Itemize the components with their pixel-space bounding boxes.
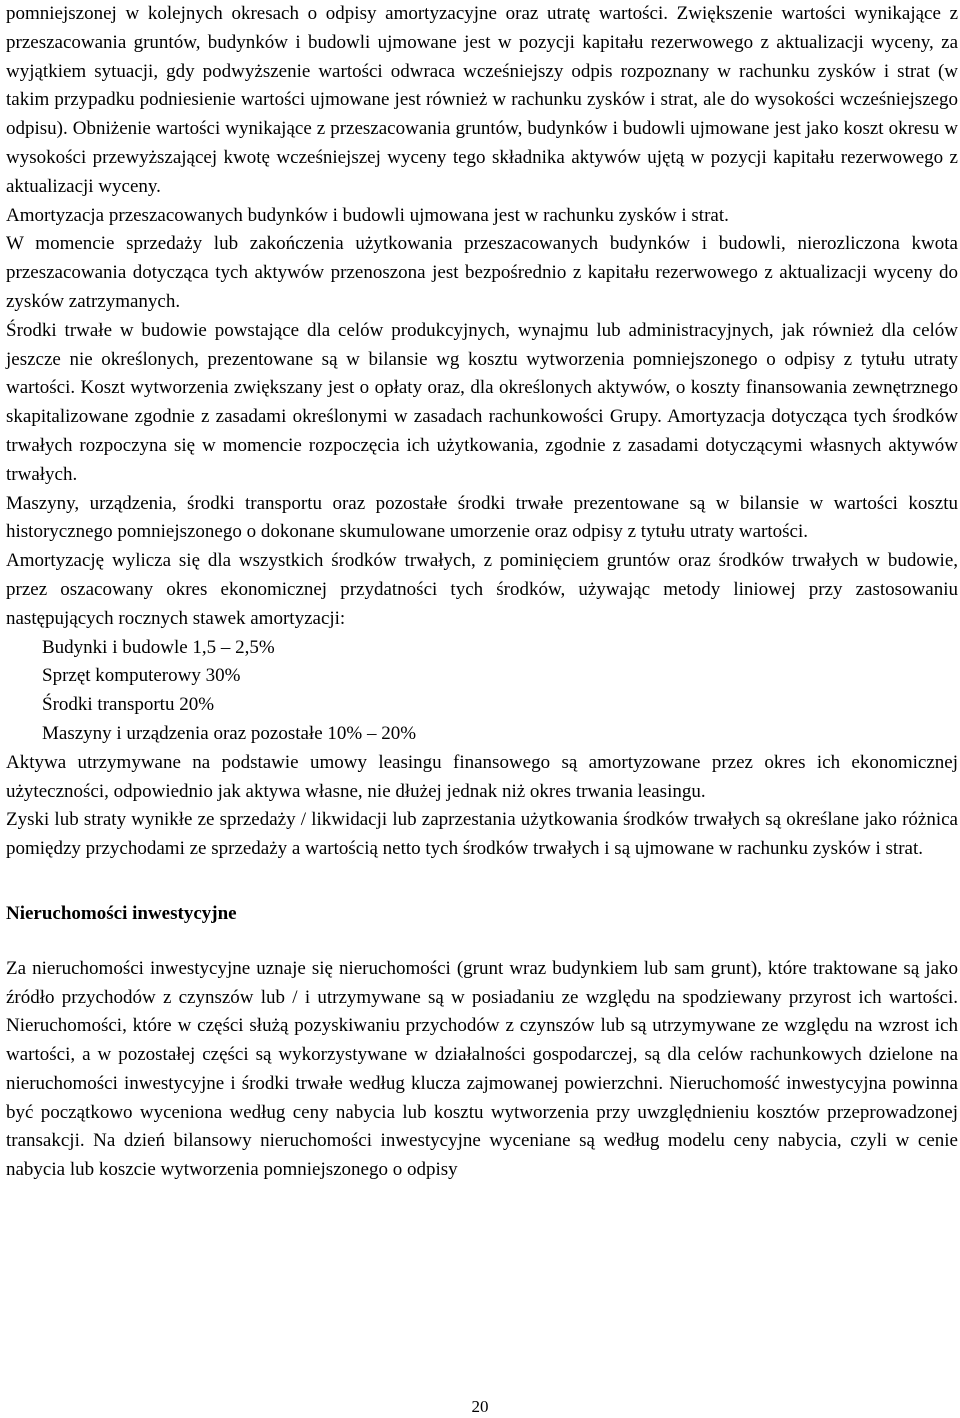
- list-item: Środki transportu 20%: [42, 694, 215, 716]
- paragraph-gains-losses: Zyski lub straty wynikłe ze sprzedaży / likwidacji lub zaprzestania użytkowania środków trwałych są określane jako różnica pomiędzy przychodami ze sprzedaży a wartością netto tych środków trwałych i są ujmowane w rachunku zysków i strat.: [6, 809, 958, 860]
- list-item: Budynki i budowle 1,5 – 2,5%: [42, 636, 275, 658]
- depreciation-rates-list: [6, 634, 958, 749]
- paragraph-investment-property: Za nieruchomości inwestycyjne uznaje się nieruchomości (grunt wraz budynkiem lub sam grunt), które traktowane są jako źródło przychodów z czynszów lub / i utrzymywane są w posiadaniu ze względu na spodziewany przyrost ich wartości. Nieruchomości, które w części służą pozyskiwaniu przychodów z czynszów lub są utrzymywane ze względu na wzrost ich wartości, a w pozostałej części są wykorzystywane w działalności gospodarczej, są dla celów rachunkowych dzielone na nieruchomości inwestycyjne i środki trwałe według klucza zajmowanej powierzchni. Nieruchomość inwestycyjna powinna być początkowo wyceniona według ceny nabycia lub kosztu wytworzenia przy uwzględnieniu kosztów przeprowadzonej transakcji. Na dzień bilansowy nieruchomości inwestycyjne wyceniane są według modelu ceny nabycia, czyli w cenie nabycia lub koszcie wytworzenia pomniejszonego o odpisy: [6, 957, 958, 1181]
- paragraph-revaluation: pomniejszonej w kolejnych okresach o odpisy amortyzacyjne oraz utratę wartości. Zwiększenie wartości wynikające z przeszacowania gruntów, budynków i budowli ujmowane jest w pozycji kapitału rezerwowego z aktualizacji wyceny, za wyjątkiem sytuacji, gdy podwyższenie wartości odwraca wcześniejszy odpis rozpoznany w rachunku zysków i strat (w takim przypadku podniesienie wartości ujmowane jest również w rachunku zysków i strat, ale do wysokości wcześniejszego odpisu). Obniżenie wartości wynikające z przeszacowania gruntów, budynków i budowli ujmowane jest jako koszt okresu w wysokości przewyższającej kwotę wcześniejszej wyceny tego składnika aktywów ujętą w pozycji kapitału rezerwowego z aktualizacji wyceny.: [6, 3, 958, 197]
- paragraph-construction: Środki trwałe w budowie powstające dla celów produkcyjnych, wynajmu lub administracyjnych, jak również dla celów jeszcze nie określonych, prezentowane są w bilansie wg kosztu wytworzenia pomniejszonego o odpisy z tytułu utraty wartości. Koszt wytworzenia zwiększany jest o opłaty oraz, dla określonych aktywów, o koszty finansowania zewnętrznego skapitalizowane zgodnie z zasadami określonymi w zasadach rachunkowości Grupy. Amortyzacja dotycząca tych środków trwałych rozpoczyna się w momencie rozpoczęcia ich użytkowania, zgodnie z zasadami dotyczącymi własnych aktywów trwałych.: [6, 319, 958, 485]
- paragraph-depreciation-rates: Amortyzację wylicza się dla wszystkich środków trwałych, z pominięciem gruntów oraz środków trwałych w budowie, przez oszacowany okres ekonomicznej przydatności tych środków, używając metody liniowej przy zastosowaniu następujących rocznych stawek amortyzacji:: [6, 550, 958, 629]
- paragraph-depreciation-revalued: Amortyzacja przeszacowanych budynków i budowli ujmowana jest w rachunku zysków i strat.: [6, 204, 729, 226]
- section-heading: Nieruchomości inwestycyjne: [6, 902, 237, 924]
- paragraph-machinery: Maszyny, urządzenia, środki transportu oraz pozostałe środki trwałe prezentowane są w bilansie w wartości kosztu historycznego pomniejszonego o dokonane skumulowane umorzenie oraz odpisy z tytułu utraty wartości.: [6, 492, 958, 543]
- page-content: [6, 0, 958, 1185]
- list-item: Maszyny i urządzenia oraz pozostałe 10% – 20%: [42, 722, 417, 744]
- paragraph-sale-revalued: W momencie sprzedaży lub zakończenia użytkowania przeszacowanych budynków i budowli, nierozliczona kwota przeszacowania dotycząca tych aktywów przenoszona jest bezpośrednio z kapitału rezerwowego z aktualizacji wyceny do zysków zatrzymanych.: [6, 233, 958, 312]
- list-item: Sprzęt komputerowy 30%: [42, 665, 241, 687]
- page-number: 20: [471, 1397, 489, 1416]
- paragraph-leasing: Aktywa utrzymywane na podstawie umowy leasingu finansowego są amortyzowane przez okres ich ekonomicznej użyteczności, odpowiednio jak aktywa własne, nie dłużej jednak niż okres trwania leasingu.: [6, 751, 958, 802]
